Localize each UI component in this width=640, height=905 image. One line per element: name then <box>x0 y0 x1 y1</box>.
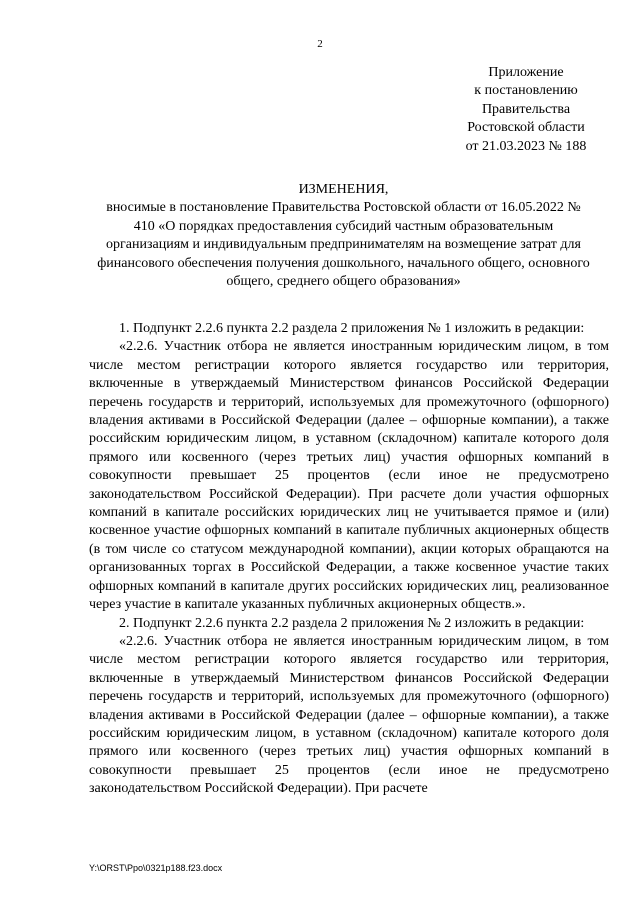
appendix-line: Правительства <box>481 101 571 117</box>
appendix-line: Приложение <box>488 65 564 80</box>
paragraph-item-2: 2. Подпункт 2.2.6 пункта 2.2 раздела 2 приложения № 2 изложить в редакции: <box>119 615 585 631</box>
document-heading <box>95 181 592 291</box>
file-path-footer: Y:\ORST\Ppo\0321p188.f23.docx <box>89 863 223 873</box>
paragraph-quote-1: «2.2.6. Участник отбора не является иностранным юридическим лицом, в том числе местом регистрации которого является государство или территория, включенные в утверждаемый Министерством финансов Российской Федерации перечень государств и территорий, используемых для промежуточного (офшорного) владения активами в Российской Федерации (далее – офшорные компании), а также российским юридическим лицом, в уставном (складочном) капитале которого доля прямого или косвенного (через третьих лиц) участия офшорных компаний в совокупности превышает 25 процентов (если иное не предусмотрено законодательством Российской Федерации). При расчете доли участия офшорных компаний в капитале российских юридических лиц не учитывается прямое и (или) косвенное участие офшорных компаний в капитале публичных акционерных обществ (в том числе со статусом международной компании), акции которых обращаются на организованных торгах в Российской Федерации, а также косвенное участие таких офшорных компаний в капитале других российских юридических лиц, реализованное через участие в капитале указанных публичных акционерных обществ.». <box>89 339 609 613</box>
page-number: 2 <box>317 38 323 50</box>
heading-subtitle: вносимые в постановление Правительства Ростовской области от 16.05.2022 № 410 «О порядках предоставления субсидий частным образовательным организациям и индивидуальным предпринимателям на возмещение затрат для финансового обеспечения получения дошкольного, начального общего, основного общего, среднего общего образования» <box>97 200 590 290</box>
appendix-line: к постановлению <box>474 83 578 99</box>
appendix-date-line: от 21.03.2023 № 188 <box>465 138 587 154</box>
paragraph-quote-2: «2.2.6. Участник отбора не является иностранным юридическим лицом, в том числе местом регистрации которого является государство или территория, включенные в утверждаемый Министерством финансов Российской Федерации перечень государств и территорий, используемых для промежуточного (офшорного) владения активами в Российской Федерации (далее – офшорные компании), а также российским юридическим лицом, в уставном (складочном) капитале которого доля прямого или косвенного (через третьих лиц) участия офшорных компаний в совокупности превышает 25 процентов (если иное не предусмотрено законодательством Российской Федерации). При расчете <box>89 633 609 797</box>
paragraph-item-1: 1. Подпункт 2.2.6 пункта 2.2 раздела 2 приложения № 1 изложить в редакции: <box>119 321 585 336</box>
appendix-block <box>438 64 614 156</box>
appendix-line: Ростовской области <box>467 120 585 136</box>
heading-title: ИЗМЕНЕНИЯ, <box>298 182 389 197</box>
document-body <box>89 320 609 799</box>
